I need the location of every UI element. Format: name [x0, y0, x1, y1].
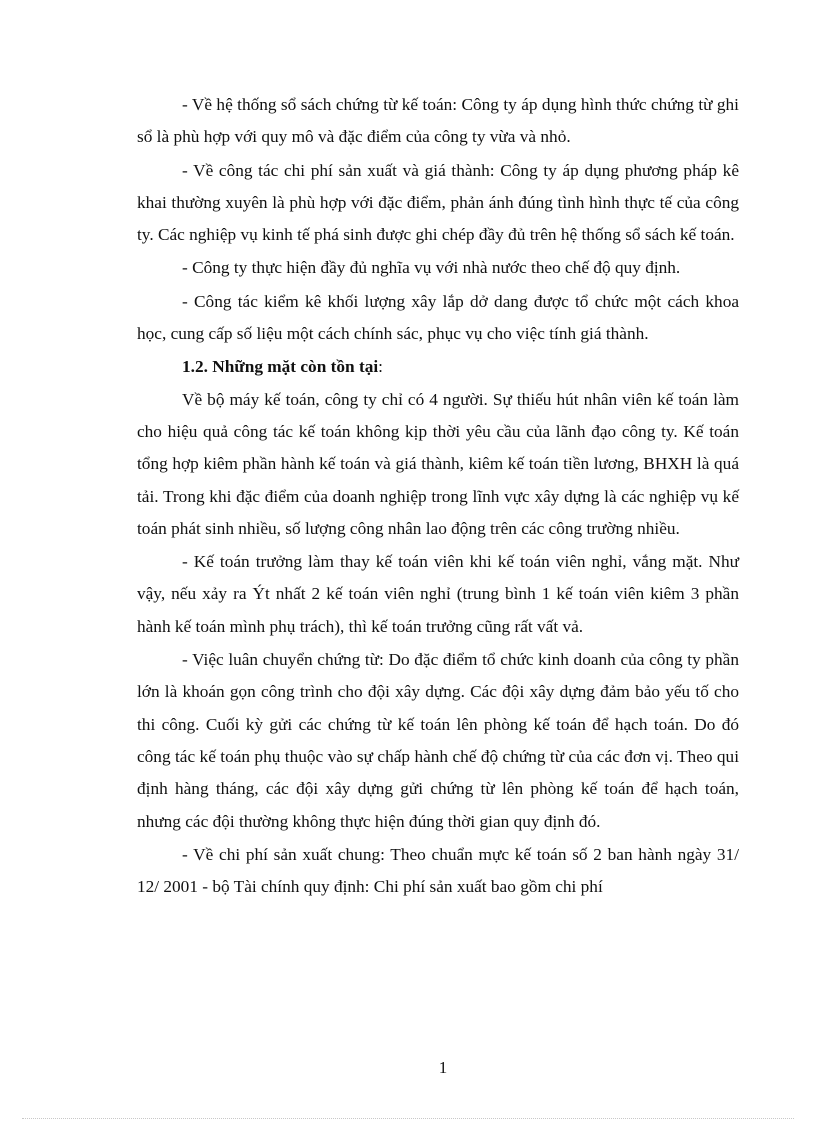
paragraph-production-cost: - Về công tác chi phí sản xuất và giá thành: Công ty áp dụng phương pháp kê khai thường xuyên là phù hợp với đặc điểm, phản ánh đúng tình hình thực tế của công ty. Các nghiệp vụ kinh tế phá sinh được ghi chép đầy đủ trên hệ thống sổ sách kế toán. — [137, 160, 739, 245]
page-number: 1 — [438, 1058, 448, 1077]
document-page — [137, 89, 739, 904]
section-heading-text: 1.2. Những mặt còn tồn tại — [182, 357, 379, 377]
paragraph-accounting-books: - Về hệ thống sổ sách chứng từ kế toán: Công ty áp dụng hình thức chứng từ ghi sổ là phù hợp với quy mô và đặc điểm của công ty vừa và nhỏ. — [137, 95, 739, 147]
paragraph-accounting-staff: Về bộ máy kế toán, công ty chỉ có 4 người. Sự thiếu hút nhân viên kế toán làm cho hiệu quả công tác kế toán không kịp thời yêu cầu của lãnh đạo công ty. Kế toán tổng hợp kiêm phần hành kế toán và giá thành, kiêm kế toán tiền lương, BHXH là quá tải. Trong khi đặc điểm của doanh nghiệp trong lĩnh vực xây dựng là các nghiệp vụ kế toán phát sinh nhiều, số lượng công nhân lao động trên các công trường nhiều. — [137, 389, 739, 538]
paragraph-document-flow: - Việc luân chuyển chứng từ: Do đặc điểm tổ chức kinh doanh của công ty phần lớn là khoán gọn công trình cho đội xây dựng. Các đội xây dựng đảm bảo yếu tố cho thi công. Cuối kỳ gửi các chứng từ kế toán lên phòng kế toán để hạch toán. Do đó công tác kế toán phụ thuộc vào sự chấp hành chế độ chứng từ của các đơn vị. Theo qui định hàng tháng, các đội xây dựng gửi chứng từ lên phòng kế toán để hạch toán, nhưng các đội thường không thực hiện đúng thời gian quy định đó. — [137, 650, 739, 831]
section-heading — [137, 351, 739, 383]
paragraph-chief-accountant: - Kế toán trưởng làm thay kế toán viên khi kế toán viên nghỉ, vắng mặt. Như vậy, nếu xảy ra Ýt nhất 2 kế toán viên nghỉ (trung bình 1 kế toán viên kiêm 3 phần hành kế toán mình phụ trách), thì kế toán trưởng cũng rất vất vả. — [137, 552, 739, 636]
section-heading-colon: : — [378, 357, 383, 377]
paragraph-obligations: - Công ty thực hiện đầy đủ nghĩa vụ với nhà nước theo chế độ quy định. — [182, 258, 681, 278]
paragraph-inventory-check: - Công tác kiểm kê khối lượng xây lắp dở dang được tổ chức một cách khoa học, cung cấp số liệu một cách chính sác, phục vụ cho việc tính giá thành. — [137, 291, 739, 344]
page-bottom-divider — [22, 1118, 794, 1119]
paragraph-general-production-cost: - Về chi phí sản xuất chung: Theo chuẩn mực kế toán số 2 ban hành ngày 31/ 12/ 2001 - bộ Tài chính quy định: Chi phí sản xuất bao gồm chi phí — [137, 844, 739, 897]
